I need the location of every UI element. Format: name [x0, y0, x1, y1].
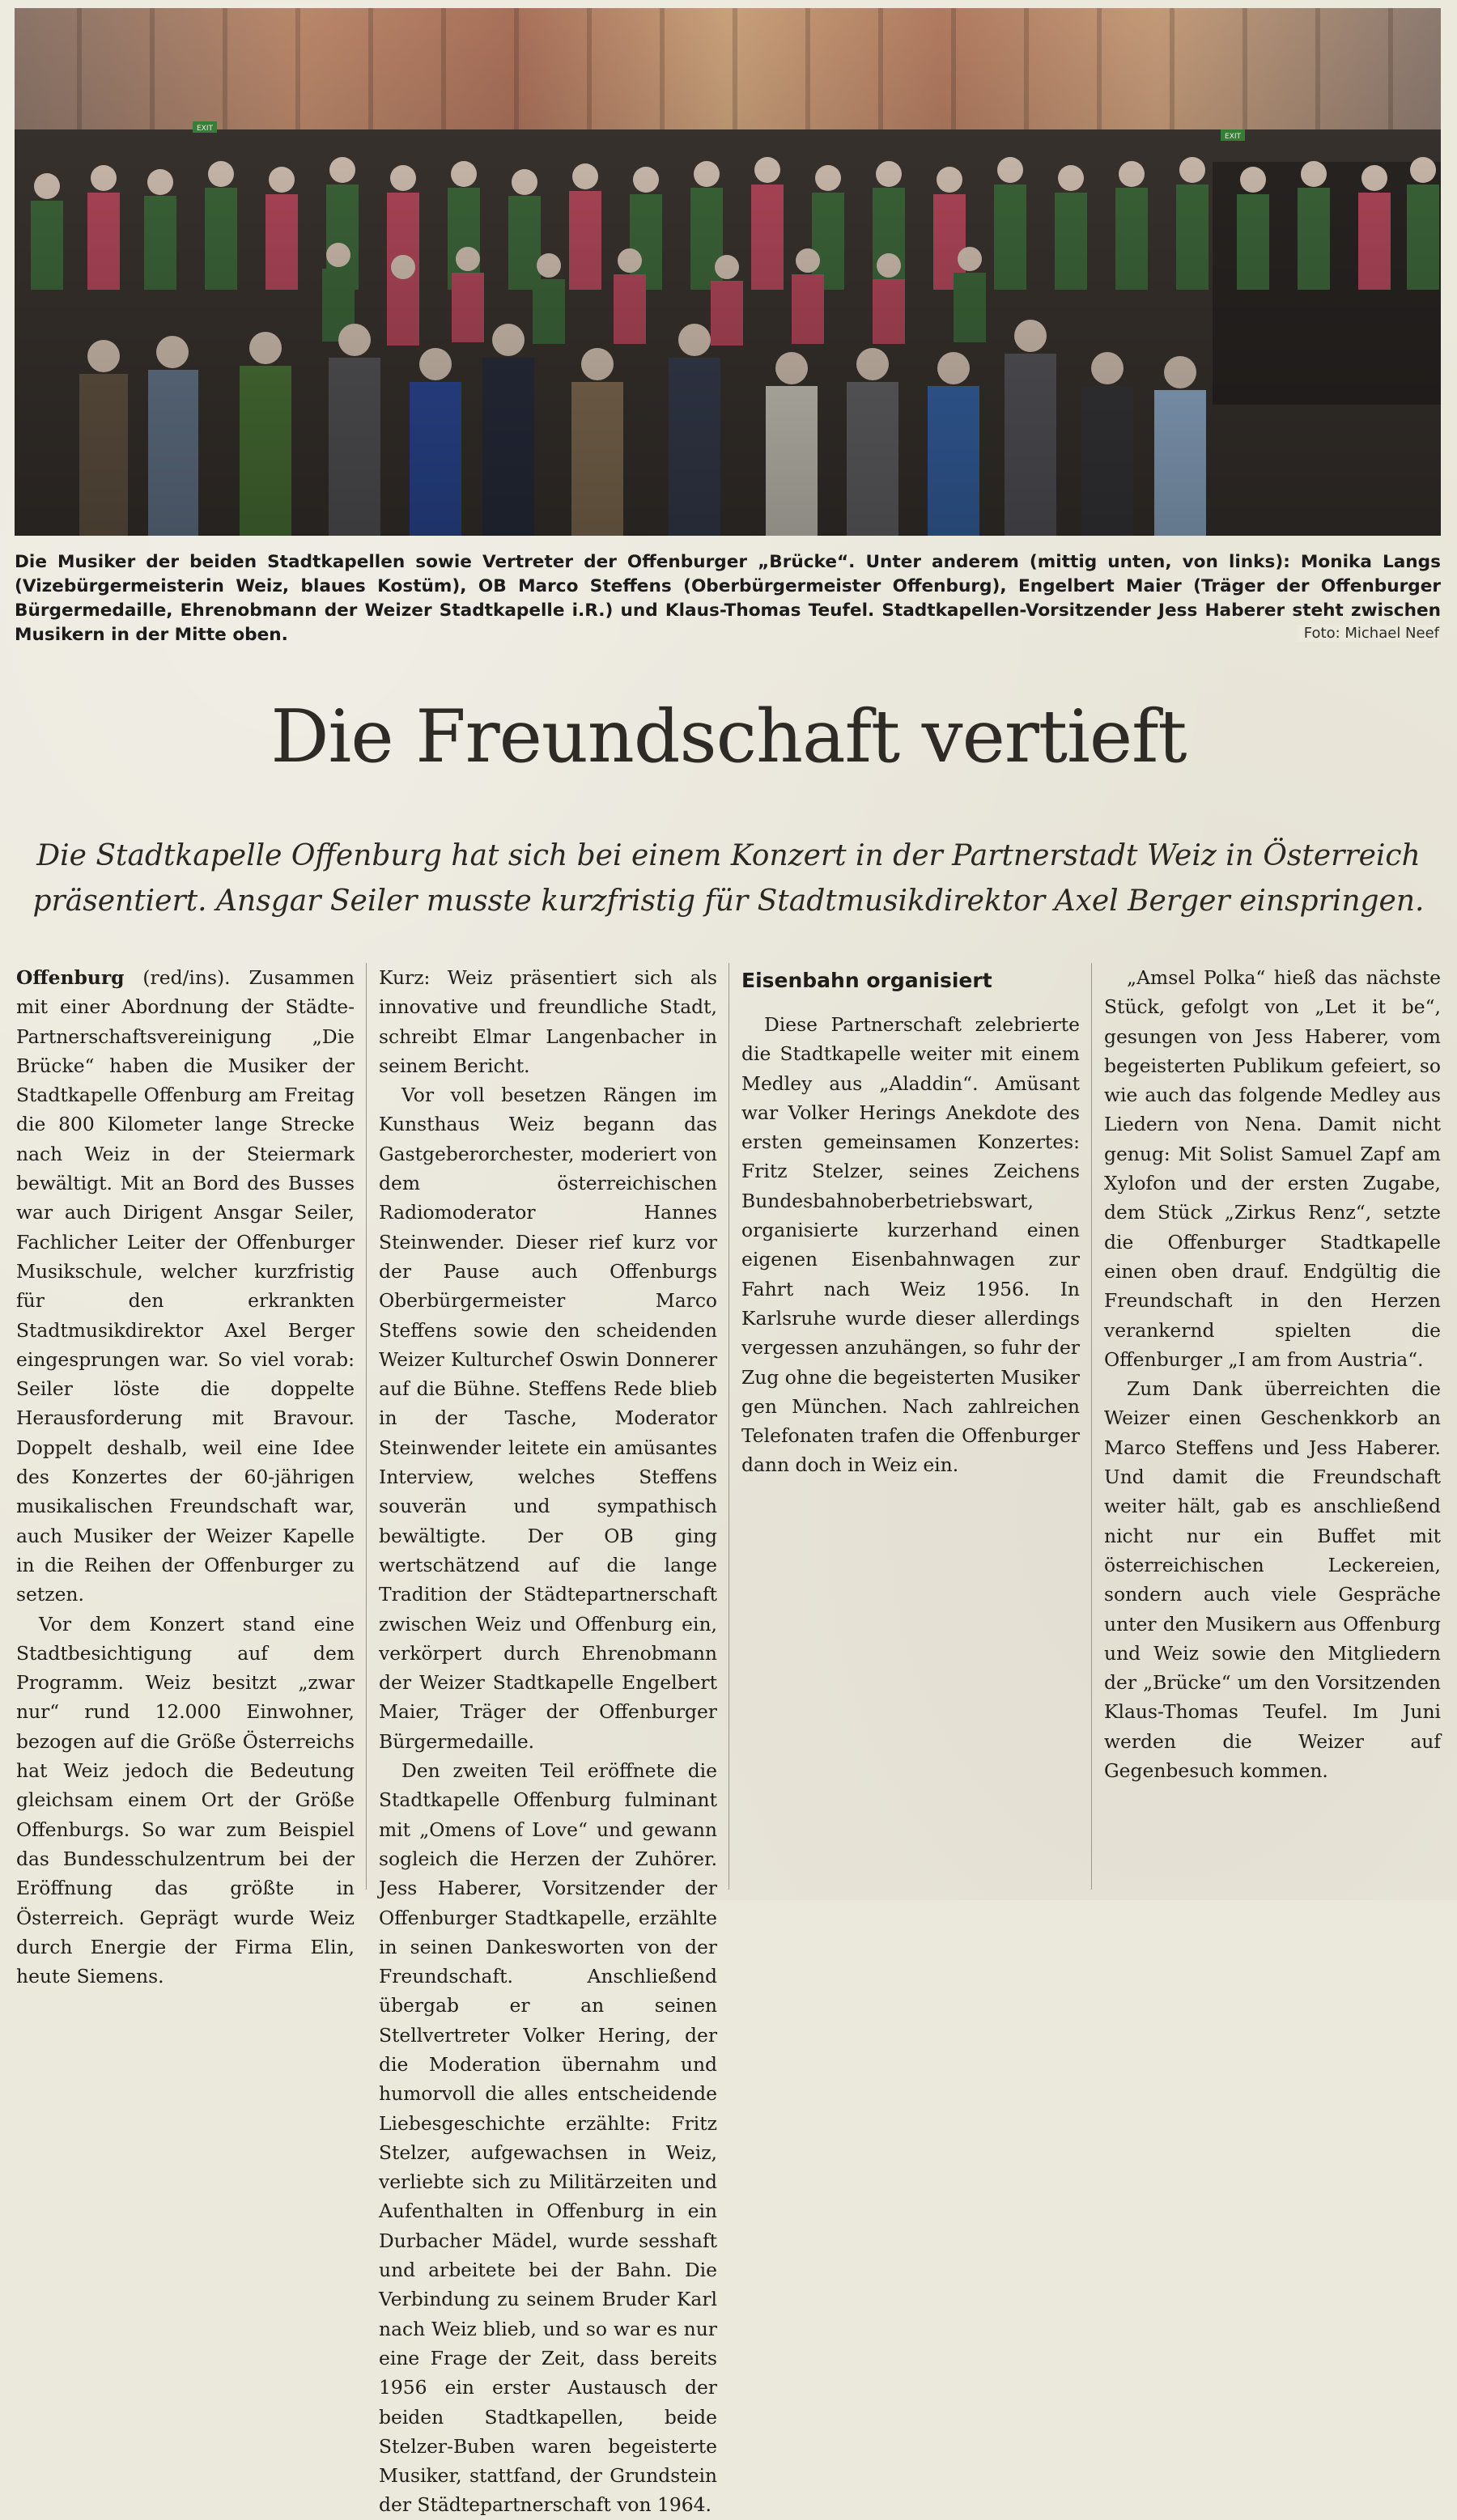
group-photo [15, 8, 1441, 536]
lead-paragraph: Die Stadtkapelle Offenburg hat sich bei einem Konzert in der Partnerstadt Weiz in Österreich präsentiert. Ansgar Seiler musste kurzfristig für Stadtmusikdirektor Axel Berger einspringen. [32, 839, 1425, 918]
article-paragraph: „Amsel Polka“ hieß das nächste Stück, gefolgt von „Let it be“, gesungen von Jess Haberer, vom begeisterten Publikum gefeiert, so wie auch das folgende Medley aus Liedern von Nena. Damit nicht genug: Mit Solist Samuel Zapf am Xylofon und der ersten Zugabe, dem Stück „Zirkus Renz“, setzte die Offenburger Stadtkapelle einen oben drauf. Endgültig die Freundschaft in den Herzen verankernd spielten die Offenburger „I am from Austria“. [1104, 966, 1441, 1371]
column-divider [728, 963, 729, 1890]
group-photo-illustration [15, 8, 1441, 536]
dateline: Offenburg [16, 966, 125, 989]
article-paragraph: Vor dem Konzert stand eine Stadtbesichtigung auf dem Programm. Weiz besitzt „zwar nur“ rund 12.000 Einwohner, bezogen auf die Größe Österreichs hat Weiz jedoch die Bedeutung gleichsam einem Ort der Größe Offenburgs. So war zum Beispiel das Bundesschulzentrum bei der Eröffnung das größte in Österreich. Geprägt wurde Weiz durch Energie der Firma Elin, heute Siemens. [16, 1612, 355, 1988]
photo-caption: Die Musiker der beiden Stadtkapellen sowie Vertreter der Offenburger „Brücke“. Unter anderem (mittig unten, von links): Monika Langs (Vizebürgermeisterin Weiz, blaues Kostüm), OB Marco Steffens (Oberbürgermeister Offenburg), Engelbert Maier (Träger der Offenburger Bürgermedaille, Ehrenobmann der Weizer Stadtkapelle i.R.) und Klaus-Thomas Teufel. Stadtkapellen-Vorsitzender Jess Haberer steht zwischen Musikern in der Mitte oben. [15, 552, 1441, 645]
column-divider [366, 963, 367, 1890]
article-paragraph: Den zweiten Teil eröffnete die Stadtkapelle Offenburg fulminant mit „Omens of Love“ und gewann sogleich die Herzen der Zuhörer. Jess Haberer, Vorsitzender der Offenburger Stadtkapelle, erzählte in seinen Dankesworten von der Freundschaft. Anschließend übergab er an seinen Stellvertreter Volker Hering, der die Moderation übernahm und humorvoll die alles entscheidende Liebesgeschichte erzählte: Fritz Stelzer, aufgewachsen in Weiz, verliebte sich zu Militärzeiten und Aufenthalten in Offenburg in ein Durbacher Mädel, wurde sesshaft und arbeitete bei der Bahn. Die Verbindung zu seinem Bruder Karl nach Weiz blieb, und so war es nur eine Frage der Zeit, dass bereits 1956 ein erster Austausch der beiden Stadtkapellen, beide Stelzer-Buben waren begeisterte Musiker, stattfand, der Grundstein der Städtepartnerschaft von 1964. [379, 1759, 717, 2517]
photo-credit: Foto: Michael Neef [1298, 625, 1439, 642]
article-column-3 [741, 963, 1080, 1890]
article-column-4 [1104, 963, 1441, 1890]
column-divider [1091, 963, 1092, 1890]
article-paragraph: Vor voll besetzen Rängen im Kunsthaus Weiz begann das Gastgeberorchester, moderiert von dem österreichischen Radiomoderator Hannes Steinwender. Dieser rief kurz vor der Pause auch Offenburgs Oberbürgermeister Marco Steffens sowie den scheidenden Weizer Kulturchef Oswin Donnerer auf die Bühne. Steffens Rede blieb in der Tasche, Moderator Steinwender leitete ein amüsantes Interview, welches Steffens souverän und sympathisch bewältigte. Der OB ging wertschätzend auf die lange Tradition der Städtepartnerschaft zwischen Weiz und Offenburg ein, verkörpert durch Ehrenobmann der Weizer Stadtkapelle Engelbert Maier, Träger der Offenburger Bürgermedaille. [379, 1084, 717, 1753]
article-text: (red/ins). Zusammen mit einer Abordnung der Städte-Partnerschaftsvereinigung „Die Brücke“ haben die Musiker der Stadtkapelle Offenburg am Freitag die 800 Kilometer lange Strecke nach Weiz in der Steiermark bewältigt. Mit an Bord des Busses war auch Dirigent Ansgar Seiler, Fachlicher Leiter der Offenburger Musikschule, welcher kurzfristig für den erkrankten Stadtmusikdirektor Axel Berger eingesprungen war. So viel vorab: Seiler löste die doppelte Herausforderung mit Bravour. Doppelt deshalb, weil eine Idee des Konzertes der 60-jährigen musikalischen Freundschaft war, auch Musiker der Weizer Kapelle in die Reihen der Offenburger zu setzen. [16, 966, 355, 1606]
article-paragraph: Diese Partnerschaft zelebrierte die Stadtkapelle weiter mit einem Medley aus „Aladdin“. Amüsant war Volker Herings Anekdote des ersten gemeinsamen Konzertes: Fritz Stelzer, seines Zeichens Bundesbahnoberbetriebswart, organisierte kurzerhand einen eigenen Eisenbahnwagen zur Fahrt nach Weiz 1956. In Karlsruhe wurde dieser allerdings vergessen anzuhängen, so fuhr der Zug ohne die begeisterten Musiker gen München. Nach zahlreichen Telefonaten trafen die Offenburger dann doch in Weiz ein. [741, 1013, 1080, 1477]
article-column-2 [379, 963, 717, 2517]
article-column-1 [16, 963, 355, 1988]
article-paragraph: Kurz: Weiz präsentiert sich als innovative und freundliche Stadt, schreibt Elmar Langenbacher in seinem Bericht. [379, 966, 717, 1077]
subheading: Eisenbahn organisiert [741, 969, 992, 992]
article-paragraph: Zum Dank überreichten die Weizer einen Geschenkkorb an Marco Steffens und Jess Haberer. Und damit die Freundschaft weiter hält, gab es anschließend nicht nur ein Buffet mit österreichischen Leckereien, sondern auch viele Gespräche unter den Musikern aus Offenburg und Weiz sowie den Mitgliedern der „Brücke“ um den Vorsitzenden Klaus-Thomas Teufel. Im Juni werden die Weizer auf Gegenbesuch kommen. [1104, 1377, 1441, 1783]
article-paragraph [16, 963, 355, 1610]
headline: Die Freundschaft vertieft [270, 694, 1187, 779]
